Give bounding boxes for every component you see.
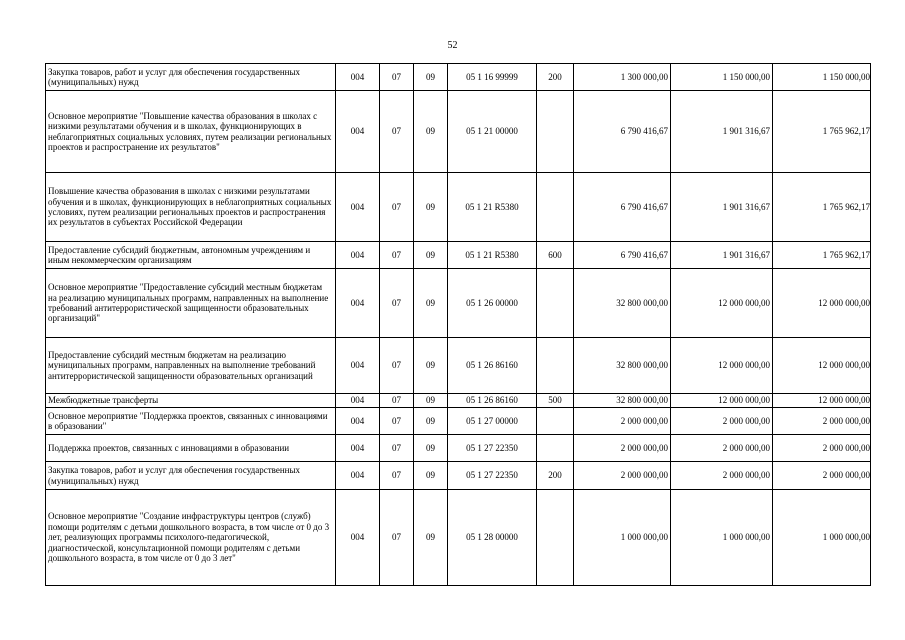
amount-2: 1 000 000,00 (671, 490, 773, 586)
target-article: 05 1 21 R5380 (448, 173, 537, 242)
amount-3: 1 765 962,17 (773, 242, 871, 269)
row-description: Основное мероприятие "Поддержка проектов, связанных с инновациями в образовании" (46, 408, 336, 435)
ministry-code: 004 (336, 173, 380, 242)
target-article: 05 1 26 00000 (448, 269, 537, 338)
amount-3: 12 000 000,00 (773, 394, 871, 408)
expense-type (537, 173, 574, 242)
row-description: Предоставление субсидий бюджетным, автономным учреждениям и иным некоммерческим организациям (46, 242, 336, 269)
amount-3: 1 765 962,17 (773, 91, 871, 173)
amount-1: 1 000 000,00 (574, 490, 671, 586)
ministry-code: 004 (336, 490, 380, 586)
ministry-code: 004 (336, 462, 380, 490)
amount-1: 6 790 416,67 (574, 173, 671, 242)
table-row (46, 462, 871, 490)
expense-type: 500 (537, 394, 574, 408)
table-row (46, 394, 871, 408)
ministry-code: 004 (336, 242, 380, 269)
target-article: 05 1 28 00000 (448, 490, 537, 586)
subsection-code: 09 (414, 91, 448, 173)
amount-1: 1 300 000,00 (574, 64, 671, 91)
row-description: Повышение качества образования в школах с низкими результатами обучения и в школах, функционирующих в неблагоприятных социальных условиях, путем реализации региональных проектов и распространения их результатов в субъектах Российской Федерации (46, 173, 336, 242)
amount-3: 12 000 000,00 (773, 269, 871, 338)
target-article: 05 1 16 99999 (448, 64, 537, 91)
amount-1: 2 000 000,00 (574, 462, 671, 490)
section-code: 07 (380, 173, 414, 242)
table-row (46, 408, 871, 435)
target-article: 05 1 21 R5380 (448, 242, 537, 269)
amount-1: 32 800 000,00 (574, 338, 671, 394)
ministry-code: 004 (336, 91, 380, 173)
row-description: Основное мероприятие "Повышение качества образования в школах с низкими результатами обучения и в школах, функционирующих в неблагоприятных социальных условиях, путем реализации региональных проектов и распространение их результатов" (46, 91, 336, 173)
table-row (46, 91, 871, 173)
expense-type: 600 (537, 242, 574, 269)
table-row (46, 173, 871, 242)
section-code: 07 (380, 490, 414, 586)
subsection-code: 09 (414, 490, 448, 586)
target-article: 05 1 21 00000 (448, 91, 537, 173)
amount-3: 1 765 962,17 (773, 173, 871, 242)
section-code: 07 (380, 462, 414, 490)
row-description: Поддержка проектов, связанных с инновациями в образовании (46, 435, 336, 462)
subsection-code: 09 (414, 462, 448, 490)
amount-3: 1 000 000,00 (773, 490, 871, 586)
section-code: 07 (380, 64, 414, 91)
amount-1: 32 800 000,00 (574, 394, 671, 408)
section-code: 07 (380, 242, 414, 269)
row-description: Межбюджетные трансферты (46, 394, 336, 408)
table-row (46, 64, 871, 91)
amount-1: 2 000 000,00 (574, 435, 671, 462)
amount-3: 2 000 000,00 (773, 435, 871, 462)
subsection-code: 09 (414, 435, 448, 462)
subsection-code: 09 (414, 408, 448, 435)
expense-type (537, 338, 574, 394)
target-article: 05 1 27 22350 (448, 435, 537, 462)
table-row (46, 269, 871, 338)
subsection-code: 09 (414, 394, 448, 408)
section-code: 07 (380, 435, 414, 462)
amount-3: 2 000 000,00 (773, 408, 871, 435)
table-body (46, 64, 871, 586)
amount-3: 2 000 000,00 (773, 462, 871, 490)
amount-2: 1 901 316,67 (671, 173, 773, 242)
table-row (46, 242, 871, 269)
ministry-code: 004 (336, 338, 380, 394)
subsection-code: 09 (414, 269, 448, 338)
section-code: 07 (380, 91, 414, 173)
section-code: 07 (380, 408, 414, 435)
section-code: 07 (380, 269, 414, 338)
amount-2: 12 000 000,00 (671, 394, 773, 408)
page-number: 52 (447, 40, 458, 51)
table-row (46, 338, 871, 394)
budget-table (45, 63, 871, 586)
amount-2: 1 901 316,67 (671, 242, 773, 269)
target-article: 05 1 27 22350 (448, 462, 537, 490)
amount-2: 12 000 000,00 (671, 338, 773, 394)
amount-1: 32 800 000,00 (574, 269, 671, 338)
expense-type (537, 91, 574, 173)
expense-type (537, 269, 574, 338)
expense-type (537, 435, 574, 462)
row-description: Закупка товаров, работ и услуг для обеспечения государственных (муниципальных) нужд (46, 462, 336, 490)
amount-3: 12 000 000,00 (773, 338, 871, 394)
section-code: 07 (380, 338, 414, 394)
amount-1: 6 790 416,67 (574, 242, 671, 269)
expense-type: 200 (537, 462, 574, 490)
ministry-code: 004 (336, 64, 380, 91)
ministry-code: 004 (336, 394, 380, 408)
amount-2: 2 000 000,00 (671, 462, 773, 490)
amount-3: 1 150 000,00 (773, 64, 871, 91)
amount-1: 2 000 000,00 (574, 408, 671, 435)
section-code: 07 (380, 394, 414, 408)
amount-1: 6 790 416,67 (574, 91, 671, 173)
amount-2: 2 000 000,00 (671, 435, 773, 462)
expense-type: 200 (537, 64, 574, 91)
row-description: Основное мероприятие "Создание инфраструктуры центров (служб) помощи родителям с детьми дошкольного возраста, в том числе от 0 до 3 лет, реализующих программы психолого-педагогической, диагностической, консультационной помощи родителям с детьми дошкольного возраста, в том числе от 0 до 3 лет" (46, 490, 336, 586)
table-row (46, 435, 871, 462)
amount-2: 1 901 316,67 (671, 91, 773, 173)
ministry-code: 004 (336, 269, 380, 338)
ministry-code: 004 (336, 435, 380, 462)
amount-2: 12 000 000,00 (671, 269, 773, 338)
expense-type (537, 408, 574, 435)
target-article: 05 1 26 86160 (448, 394, 537, 408)
row-description: Основное мероприятие "Предоставление субсидий местным бюджетам на реализацию муниципальных программ, направленных на выполнение требований антитеррористической защищенности образовательных организаций" (46, 269, 336, 338)
table-row (46, 490, 871, 586)
expense-type (537, 490, 574, 586)
subsection-code: 09 (414, 173, 448, 242)
row-description: Предоставление субсидий местным бюджетам на реализацию муниципальных программ, направленных на выполнение требований антитеррористической защищенности образовательных организаций (46, 338, 336, 394)
amount-2: 1 150 000,00 (671, 64, 773, 91)
subsection-code: 09 (414, 242, 448, 269)
subsection-code: 09 (414, 64, 448, 91)
subsection-code: 09 (414, 338, 448, 394)
amount-2: 2 000 000,00 (671, 408, 773, 435)
row-description: Закупка товаров, работ и услуг для обеспечения государственных (муниципальных) нужд (46, 64, 336, 91)
target-article: 05 1 26 86160 (448, 338, 537, 394)
target-article: 05 1 27 00000 (448, 408, 537, 435)
ministry-code: 004 (336, 408, 380, 435)
